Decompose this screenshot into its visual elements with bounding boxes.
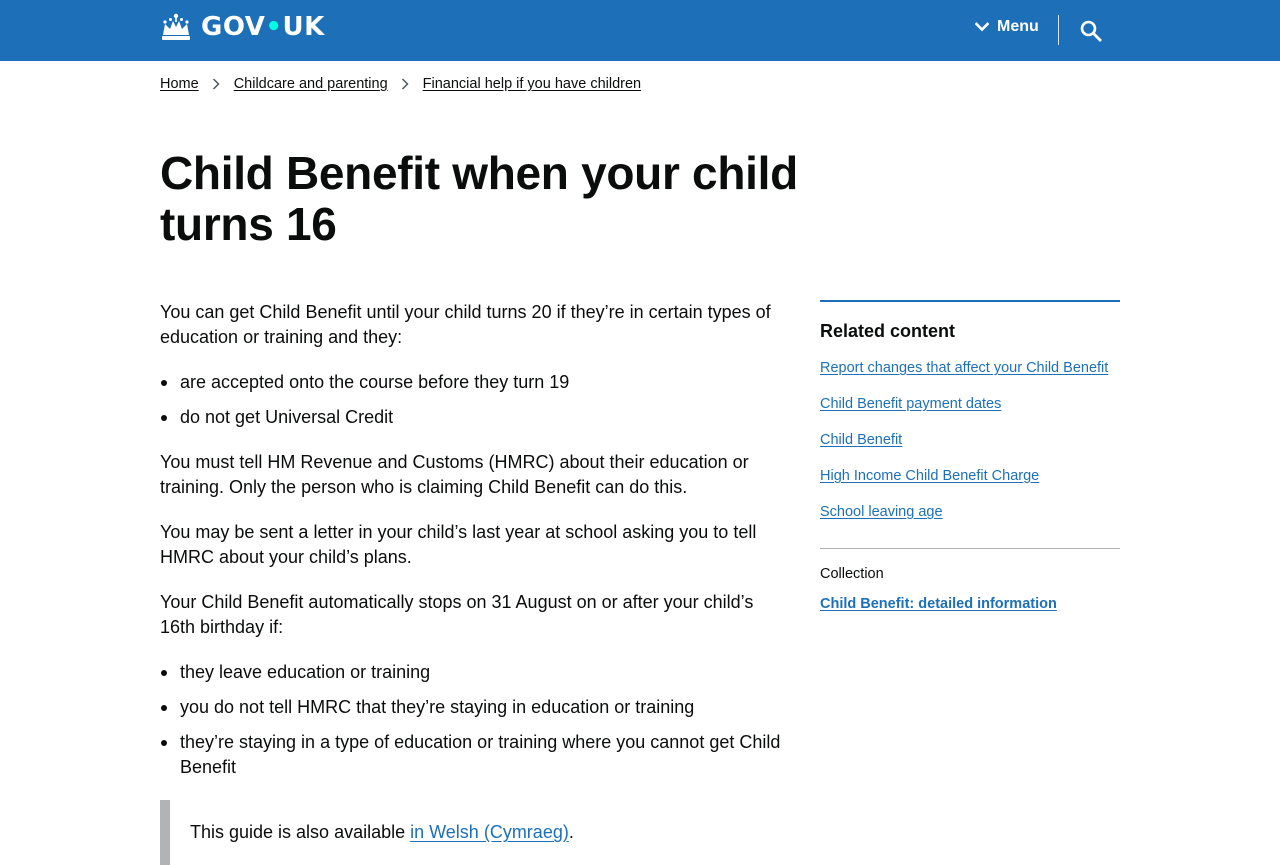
- chevron-down-icon: [975, 22, 989, 32]
- page-title: Child Benefit when your child turns 16: [160, 147, 798, 250]
- paragraph-letter: You may be sent a letter in your child’s last year at school asking you to tell HMRC about your child’s plans.: [160, 522, 757, 567]
- list-item: they leave education or training: [160, 660, 790, 685]
- related-link-payment-dates[interactable]: Child Benefit payment dates: [820, 396, 1002, 412]
- related-heading: Related content: [820, 321, 956, 341]
- header-divider: [1058, 15, 1059, 45]
- paragraph-intro: You can get Child Benefit until your child turns 20 if they’re in certain types of education or training and they:: [160, 302, 771, 347]
- welsh-inset: [160, 800, 790, 865]
- collection-label: Collection: [820, 566, 884, 582]
- inset-suffix: .: [568, 822, 574, 842]
- menu-label: Menu: [997, 18, 1039, 35]
- search-icon[interactable]: [1079, 19, 1103, 43]
- chevron-right-icon: [211, 78, 221, 90]
- paragraph-stops: Your Child Benefit automatically stops on 31 August on or after your child’s 16th birthday if:: [160, 592, 754, 637]
- inset-text: This guide is also available: [190, 822, 411, 842]
- list-item: are accepted onto the course before they turn 19: [160, 370, 790, 395]
- govuk-logo-link[interactable]: [160, 12, 325, 42]
- site-header: [0, 0, 1280, 61]
- related-link-high-income-charge[interactable]: High Income Child Benefit Charge: [820, 468, 1040, 484]
- conditions-list: [160, 370, 790, 430]
- related-link-child-benefit[interactable]: Child Benefit: [820, 432, 903, 448]
- crown-icon: [160, 12, 192, 42]
- menu-button[interactable]: [975, 18, 1039, 36]
- collection-link[interactable]: Child Benefit: detailed information: [820, 596, 1057, 612]
- breadcrumb-link-childcare[interactable]: Childcare and parenting: [233, 76, 388, 92]
- breadcrumb: [160, 76, 641, 92]
- logo-wordmark: GOV•UK: [201, 12, 325, 42]
- related-link-school-leaving-age[interactable]: School leaving age: [820, 504, 943, 520]
- list-item: you do not tell HMRC that they’re staying in education or training: [160, 695, 790, 720]
- related-link-report-changes[interactable]: Report changes that affect your Child Benefit: [820, 360, 1109, 376]
- paragraph-tell-hmrc: You must tell HM Revenue and Customs (HMRC) about their education or training. Only the person who is claiming Child Benefit can do this.: [160, 452, 749, 497]
- related-content: [820, 300, 1120, 612]
- list-item: do not get Universal Credit: [160, 405, 790, 430]
- main-content: [160, 300, 790, 865]
- breadcrumb-link-financial-help[interactable]: Financial help if you have children: [422, 76, 642, 92]
- welsh-link[interactable]: in Welsh (Cymraeg): [410, 822, 569, 842]
- chevron-right-icon: [400, 78, 410, 90]
- related-divider: [820, 548, 1120, 549]
- list-item: they’re staying in a type of education or training where you cannot get Child Benefit: [160, 730, 790, 780]
- breadcrumb-link-home[interactable]: Home: [160, 76, 199, 92]
- stop-conditions-list: [160, 660, 790, 780]
